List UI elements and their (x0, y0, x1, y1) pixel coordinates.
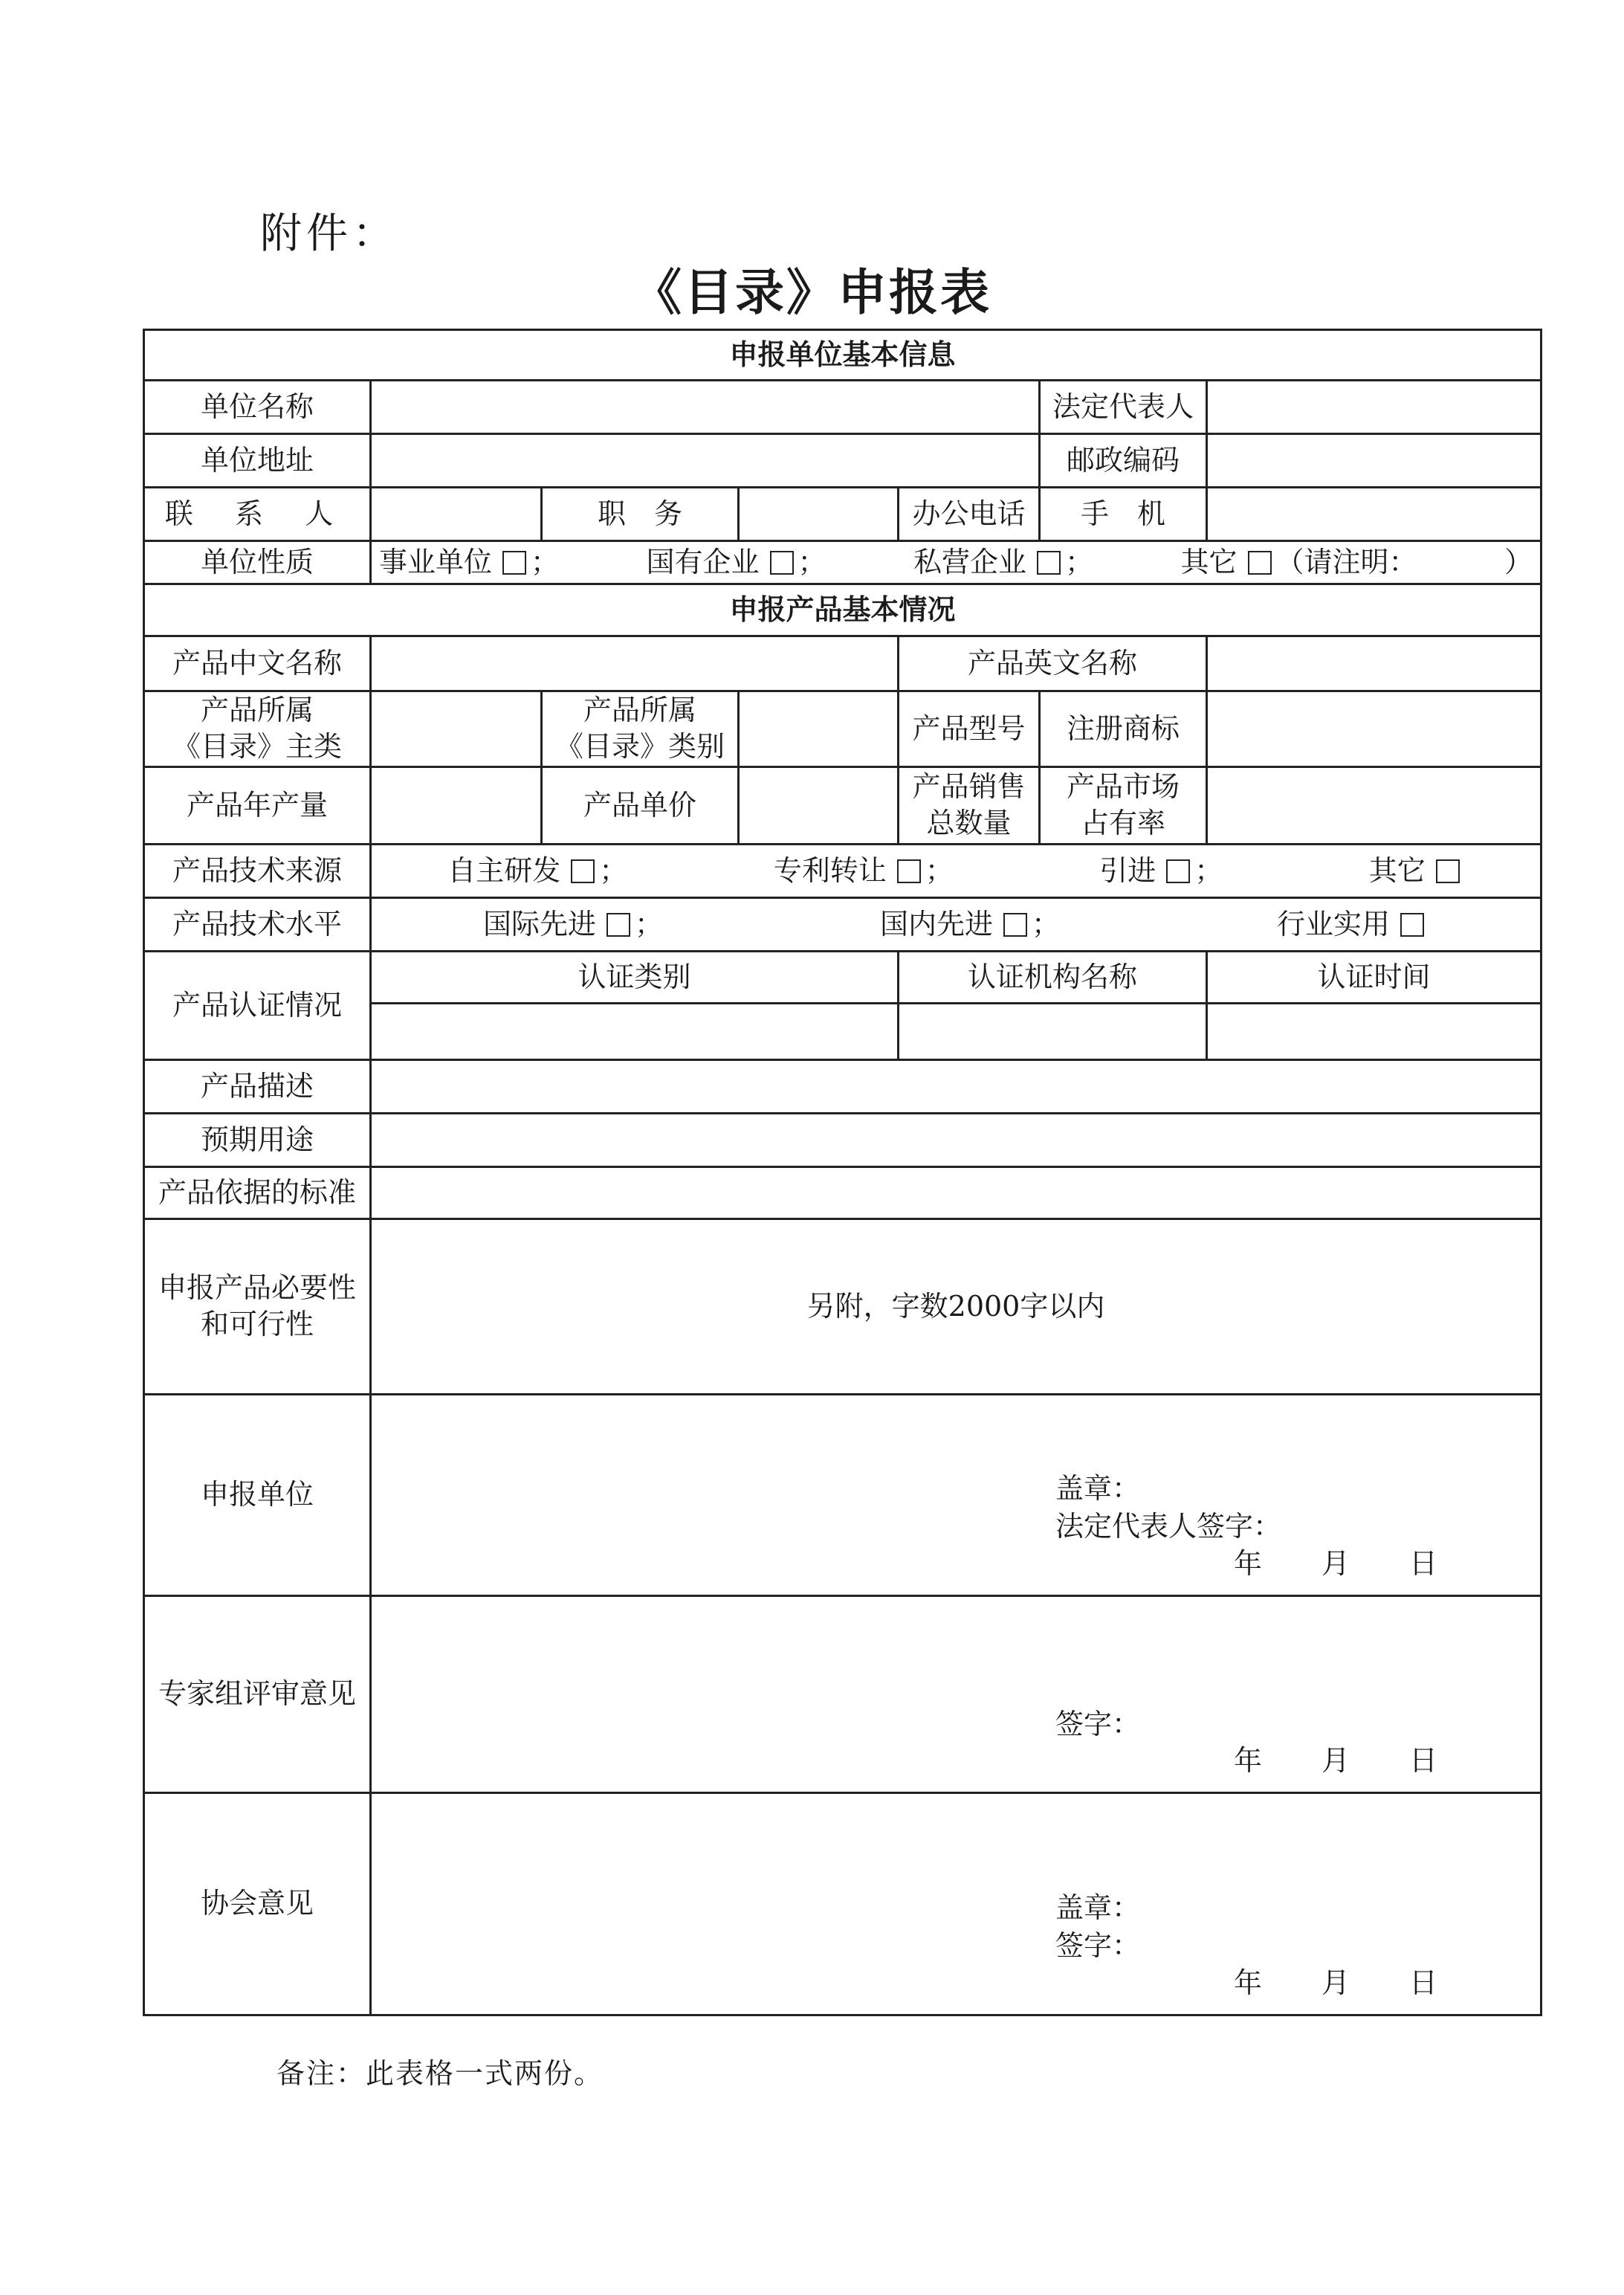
association-opinion-label: 协会意见 (144, 1792, 371, 2015)
legal-rep-label: 法定代表人 (1040, 381, 1207, 434)
legal-sign-label: 法定代表人签字： (1055, 1510, 1282, 1543)
tech-level-international[interactable]: 国际先进 ； (482, 907, 664, 940)
total-sales-label: 产品销售 总数量 (899, 766, 1040, 844)
expert-date: 年 月 日 (1234, 1743, 1438, 1777)
cert-type-header: 认证类别 (371, 951, 899, 1003)
expert-opinion-label: 专家组评审意见 (144, 1595, 371, 1792)
attachment-label: 附件： (260, 210, 398, 258)
postal-code-field[interactable] (1207, 434, 1541, 488)
checkbox[interactable] (897, 859, 921, 883)
cert-status-label: 产品认证情况 (144, 951, 371, 1059)
expert-sign-label: 签字： (1055, 1707, 1141, 1740)
tech-source-options (371, 844, 1541, 897)
contact-field[interactable] (371, 488, 542, 541)
description-field[interactable] (371, 1059, 1541, 1113)
checkbox[interactable] (502, 551, 526, 575)
cert-time-header: 认证时间 (1207, 951, 1541, 1003)
cn-name-label: 产品中文名称 (144, 636, 371, 691)
cn-name-field[interactable] (371, 636, 899, 691)
tech-level-domestic[interactable]: 国内先进 ； (879, 907, 1061, 940)
tech-source-label: 产品技术来源 (144, 844, 371, 897)
necessity-label: 申报产品必要性 和可行性 (144, 1218, 371, 1394)
main-category-field[interactable] (371, 691, 542, 767)
nature-option-other[interactable]: 其它 （请注明： (1180, 545, 1417, 578)
cert-org-header: 认证机构名称 (899, 951, 1207, 1003)
standard-field[interactable] (371, 1166, 1541, 1218)
application-form-table (143, 329, 1542, 2016)
association-date: 年 月 日 (1234, 1966, 1438, 1999)
trademark-field[interactable] (1207, 691, 1541, 767)
unit-nature-label: 单位性质 (144, 541, 371, 584)
unit-nature-options (371, 541, 1541, 584)
checkbox[interactable] (606, 913, 630, 937)
necessity-note: 另附，字数2000字以内 (371, 1218, 1541, 1394)
section-unit-info-title: 申报单位基本信息 (144, 330, 1541, 381)
association-sign-label: 签字： (1055, 1929, 1141, 1963)
checkbox[interactable] (1400, 913, 1424, 937)
nature-option-public[interactable]: 事业单位 ； (379, 545, 560, 578)
unit-price-field[interactable] (739, 766, 899, 844)
market-share-field[interactable] (1207, 766, 1541, 844)
cert-org-field[interactable] (899, 1003, 1207, 1059)
mobile-field[interactable] (1207, 488, 1541, 541)
nature-option-private[interactable]: 私营企业 ； (913, 545, 1094, 578)
tech-source-import[interactable]: 引进 ； (1099, 853, 1223, 887)
checkbox[interactable] (1166, 859, 1190, 883)
checkbox[interactable] (1003, 913, 1027, 937)
unit-address-label: 单位地址 (144, 434, 371, 488)
position-label: 职 务 (542, 488, 739, 541)
category-label: 产品所属 《目录》类别 (542, 691, 739, 767)
market-share-label: 产品市场 占有率 (1040, 766, 1207, 844)
mobile-label: 手 机 (1040, 488, 1207, 541)
tech-source-other[interactable]: 其它 (1369, 853, 1464, 889)
applicant-date: 年 月 日 (1234, 1546, 1438, 1580)
unit-price-label: 产品单价 (542, 766, 739, 844)
unit-name-field[interactable] (371, 381, 1040, 434)
checkbox[interactable] (1248, 551, 1272, 575)
intended-use-field[interactable] (371, 1113, 1541, 1166)
expert-opinion-area[interactable] (371, 1595, 1541, 1792)
legal-rep-field[interactable] (1207, 381, 1541, 434)
annual-output-field[interactable] (371, 766, 542, 844)
en-name-label: 产品英文名称 (899, 636, 1207, 691)
tech-level-practical[interactable]: 行业实用 (1277, 906, 1429, 943)
nature-option-state[interactable]: 国有企业 ； (646, 545, 826, 578)
tech-level-options (371, 897, 1541, 951)
intended-use-label: 预期用途 (144, 1113, 371, 1166)
position-field[interactable] (739, 488, 899, 541)
tech-source-patent[interactable]: 专利转让 ； (773, 853, 954, 887)
applicant-label: 申报单位 (144, 1394, 371, 1595)
tech-source-independent[interactable]: 自主研发 ； (447, 853, 628, 887)
page-title: 《目录》申报表 (633, 264, 991, 321)
association-seal-label: 盖章： (1055, 1891, 1141, 1924)
trademark-label: 注册商标 (1040, 691, 1207, 767)
nature-other-close: ） (1504, 545, 1533, 578)
footer-note: 备注：此表格一式两份。 (276, 2057, 604, 2090)
unit-name-label: 单位名称 (144, 381, 371, 434)
section-product-info-title: 申报产品基本情况 (144, 584, 1541, 636)
tech-level-label: 产品技术水平 (144, 897, 371, 951)
cert-time-field[interactable] (1207, 1003, 1541, 1059)
office-phone-label: 办公电话 (899, 488, 1040, 541)
applicant-sign-area[interactable] (371, 1394, 1541, 1595)
cert-type-field[interactable] (371, 1003, 899, 1059)
en-name-field[interactable] (1207, 636, 1541, 691)
category-field[interactable] (739, 691, 899, 767)
checkbox[interactable] (1436, 859, 1460, 883)
checkbox[interactable] (571, 859, 595, 883)
association-opinion-area[interactable] (371, 1792, 1541, 2015)
model-label: 产品型号 (899, 691, 1040, 767)
standard-label: 产品依据的标准 (144, 1166, 371, 1218)
seal-label: 盖章： (1055, 1471, 1141, 1505)
checkbox[interactable] (770, 551, 794, 575)
contact-label: 联 系 人 (144, 488, 371, 541)
unit-address-field[interactable] (371, 434, 1040, 488)
postal-code-label: 邮政编码 (1040, 434, 1207, 488)
annual-output-label: 产品年产量 (144, 766, 371, 844)
description-label: 产品描述 (144, 1059, 371, 1113)
main-category-label: 产品所属 《目录》主类 (144, 691, 371, 767)
checkbox[interactable] (1037, 551, 1061, 575)
